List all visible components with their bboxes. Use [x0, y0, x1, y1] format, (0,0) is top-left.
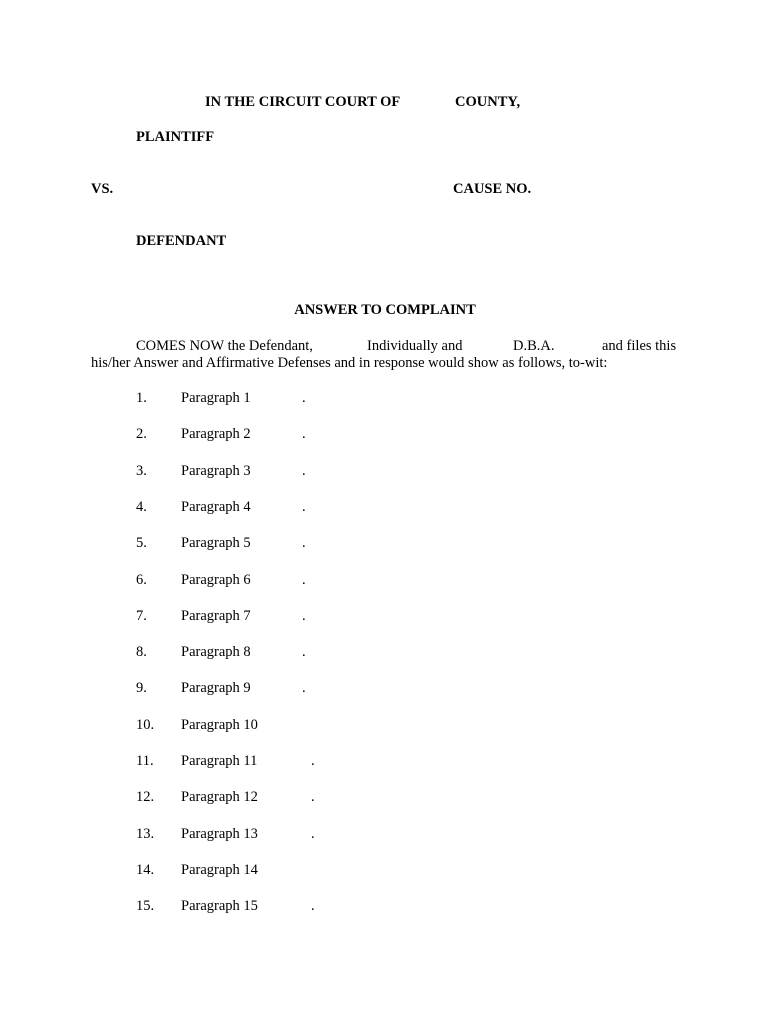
paragraph-number: 1. — [136, 390, 147, 406]
paragraph-blank-period: . — [302, 463, 306, 479]
paragraph-blank-period: . — [311, 753, 315, 769]
paragraph-label: Paragraph 6 — [181, 572, 251, 588]
intro-text-part2: Individually and — [367, 338, 463, 354]
cause-number-label: CAUSE NO. — [453, 181, 532, 197]
paragraph-blank-period: . — [302, 644, 306, 660]
intro-text-part4: and files this — [602, 338, 677, 354]
paragraph-blank-period: . — [302, 426, 306, 442]
paragraph-label: Paragraph 7 — [181, 608, 251, 624]
intro-text-part3: D.B.A. — [513, 338, 555, 354]
paragraph-number: 11. — [136, 753, 154, 769]
paragraph-label: Paragraph 9 — [181, 680, 251, 696]
paragraph-label: Paragraph 3 — [181, 463, 251, 479]
paragraph-number: 8. — [136, 644, 147, 660]
defendant-label: DEFENDANT — [136, 233, 227, 249]
paragraph-label: Paragraph 1 — [181, 390, 251, 406]
plaintiff-label: PLAINTIFF — [136, 129, 215, 145]
paragraph-blank-period: . — [311, 898, 315, 914]
intro-text-part1: COMES NOW the Defendant, — [136, 338, 313, 354]
paragraph-label: Paragraph 14 — [181, 862, 258, 878]
paragraph-blank-period: . — [302, 572, 306, 588]
paragraph-number: 12. — [136, 789, 155, 805]
paragraph-label: Paragraph 5 — [181, 535, 251, 551]
paragraph-label: Paragraph 10 — [181, 717, 258, 733]
intro-text-line2: his/her Answer and Affirmative Defenses and in response would show as follows, to-wit: — [91, 355, 608, 371]
paragraph-number: 3. — [136, 463, 147, 479]
paragraph-number: 9. — [136, 680, 147, 696]
document-title: ANSWER TO COMPLAINT — [294, 302, 476, 318]
paragraph-label: Paragraph 12 — [181, 789, 258, 805]
paragraph-number: 10. — [136, 717, 155, 733]
paragraph-number: 2. — [136, 426, 147, 442]
paragraph-blank-period: . — [311, 789, 315, 805]
paragraph-number: 4. — [136, 499, 147, 515]
paragraph-blank-period: . — [302, 390, 306, 406]
paragraph-label: Paragraph 2 — [181, 426, 251, 442]
paragraph-blank-period: . — [302, 535, 306, 551]
paragraph-label: Paragraph 4 — [181, 499, 251, 515]
county-label: COUNTY, — [455, 94, 521, 110]
paragraph-number: 6. — [136, 572, 147, 588]
paragraph-label: Paragraph 8 — [181, 644, 251, 660]
paragraph-label: Paragraph 13 — [181, 826, 258, 842]
paragraph-label: Paragraph 15 — [181, 898, 258, 914]
paragraph-blank-period: . — [302, 608, 306, 624]
paragraph-blank-period: . — [311, 826, 315, 842]
paragraph-number: 5. — [136, 535, 147, 551]
paragraph-label: Paragraph 11 — [181, 753, 258, 769]
court-heading: IN THE CIRCUIT COURT OF — [205, 94, 401, 110]
paragraph-number: 13. — [136, 826, 155, 842]
paragraph-number: 15. — [136, 898, 155, 914]
paragraph-number: 14. — [136, 862, 155, 878]
paragraph-blank-period: . — [302, 680, 306, 696]
paragraph-number: 7. — [136, 608, 147, 624]
versus-label: VS. — [91, 181, 114, 197]
paragraph-blank-period: . — [302, 499, 306, 515]
